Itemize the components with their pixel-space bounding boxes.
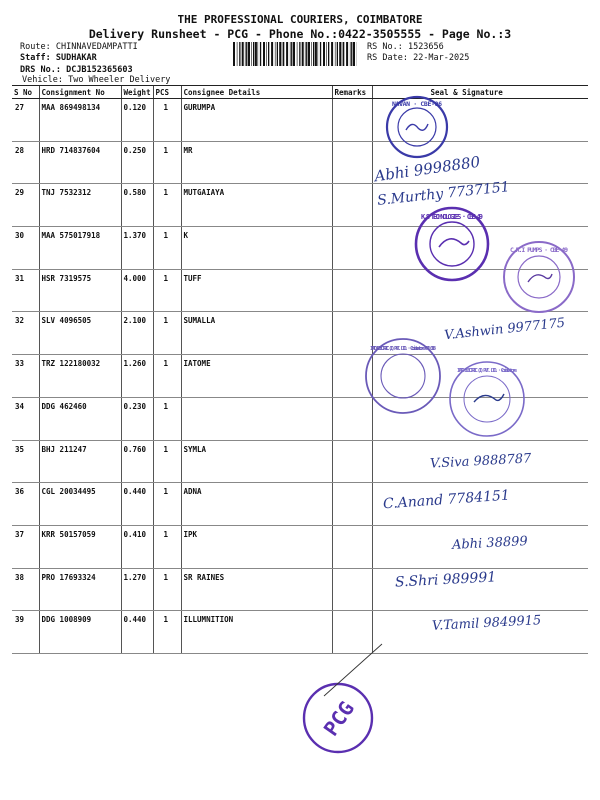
stamp-iato-1 bbox=[363, 336, 443, 416]
barcode-bar bbox=[282, 42, 283, 66]
barcode-bar bbox=[318, 42, 319, 66]
cell-pcs: 1 bbox=[153, 355, 181, 398]
cell-weight: 1.260 bbox=[121, 355, 153, 398]
stamp-navan-text: NAVAN · CBE-06 bbox=[392, 100, 442, 108]
cell-consignment: DDG 462460 bbox=[39, 397, 121, 440]
barcode-bar bbox=[331, 42, 333, 66]
stamp-cri-text: C.R.I PUMPS · CBE-49 bbox=[510, 246, 568, 254]
cell-weight: 0.580 bbox=[121, 184, 153, 227]
cell-consignee: IATOME bbox=[181, 355, 332, 398]
cell-sno: 27 bbox=[12, 99, 39, 142]
cell-consignment: TRZ 122180032 bbox=[39, 355, 121, 398]
barcode-bar bbox=[339, 42, 341, 66]
signature-row-30: S.Murthy 7737151 bbox=[376, 179, 511, 209]
stamp-pcg-text: PCG bbox=[318, 696, 360, 741]
signature-row-36: V.Siva 9888787 bbox=[429, 451, 532, 472]
barcode-bar bbox=[279, 42, 281, 66]
vehicle-value: Two Wheeler Delivery bbox=[68, 75, 171, 85]
barcode-bar bbox=[337, 42, 338, 66]
cell-sno: 34 bbox=[12, 397, 39, 440]
stamp-cri-pumps bbox=[500, 238, 578, 316]
barcode-bar bbox=[350, 42, 351, 66]
cell-remarks bbox=[332, 440, 372, 483]
cell-sno: 28 bbox=[12, 141, 39, 184]
signature-row-38: Abhi 38899 bbox=[451, 534, 529, 553]
cell-consignee: K bbox=[181, 227, 332, 270]
cell-pcs: 1 bbox=[153, 99, 181, 142]
cell-consignee: ADNA bbox=[181, 483, 332, 526]
rs-date-line bbox=[367, 53, 469, 63]
barcode-bar bbox=[323, 42, 325, 66]
barcode-bar bbox=[271, 42, 273, 66]
signature-row-32: V.Ashwin 9977175 bbox=[443, 315, 566, 344]
cell-sno: 32 bbox=[12, 312, 39, 355]
cell-weight: 1.270 bbox=[121, 568, 153, 611]
cell-consignment: SLV 4096505 bbox=[39, 312, 121, 355]
cell-pcs: 1 bbox=[153, 312, 181, 355]
cell-sno: 39 bbox=[12, 611, 39, 654]
cell-sno: 31 bbox=[12, 269, 39, 312]
barcode-bar bbox=[260, 42, 261, 66]
drs-label: DRS No.: bbox=[20, 65, 61, 75]
cell-consignee: SYMLA bbox=[181, 440, 332, 483]
cell-weight: 4.000 bbox=[121, 269, 153, 312]
barcode-bar bbox=[290, 42, 291, 66]
cell-weight: 0.760 bbox=[121, 440, 153, 483]
company-title: THE PROFESSIONAL COURIERS, COIMBATORE bbox=[177, 13, 423, 26]
barcode-bar bbox=[255, 42, 257, 66]
rs-date-label: RS Date: bbox=[367, 53, 408, 63]
barcode-bar bbox=[308, 42, 310, 66]
barcode-bar bbox=[315, 42, 317, 66]
col-remarks: Remarks bbox=[332, 86, 372, 99]
barcode-bar bbox=[320, 42, 321, 66]
stamp-navan bbox=[384, 94, 450, 160]
drs-value: DCJB152365603 bbox=[66, 65, 133, 75]
cell-weight: 0.250 bbox=[121, 141, 153, 184]
cell-consignee bbox=[181, 397, 332, 440]
barcode-bar bbox=[335, 42, 336, 66]
cell-weight: 2.100 bbox=[121, 312, 153, 355]
barcode-bar bbox=[353, 42, 355, 66]
rs-no-line bbox=[367, 42, 444, 52]
barcode-bar bbox=[302, 42, 304, 66]
cell-sno: 30 bbox=[12, 227, 39, 270]
rs-date-value: 22-Mar-2025 bbox=[413, 53, 470, 63]
cell-sno: 36 bbox=[12, 483, 39, 526]
cell-remarks bbox=[332, 184, 372, 227]
col-consignee: Consignee Details bbox=[181, 86, 332, 99]
cell-remarks bbox=[332, 483, 372, 526]
staff-label: Staff: bbox=[20, 53, 51, 63]
cell-consignee: SR RAINES bbox=[181, 568, 332, 611]
barcode-bar bbox=[242, 42, 244, 66]
barcode-bar bbox=[266, 42, 267, 66]
route-line bbox=[20, 42, 138, 52]
cell-consignee: SUMALLA bbox=[181, 312, 332, 355]
barcode-bar bbox=[268, 42, 269, 66]
barcode-bar bbox=[305, 42, 306, 66]
cell-consignment: TNJ 7532312 bbox=[39, 184, 121, 227]
runsheet-subtitle: Delivery Runsheet - PCG - Phone No.:0422-3505555 - Page No.:3 bbox=[88, 27, 512, 41]
barcode-bar bbox=[263, 42, 265, 66]
col-pcs: PCS bbox=[153, 86, 181, 99]
barcode bbox=[233, 42, 357, 66]
stamp-ks-text: K.S TECHNOLOGIES · CBE-49 bbox=[421, 213, 483, 221]
cell-weight: 1.370 bbox=[121, 227, 153, 270]
barcode-bar bbox=[277, 42, 278, 66]
cell-consignment: MAA 575017918 bbox=[39, 227, 121, 270]
barcode-bar bbox=[311, 42, 312, 66]
barcode-bar bbox=[342, 42, 343, 66]
staff-line bbox=[20, 53, 97, 63]
cell-consignee: ILLUMNITION bbox=[181, 611, 332, 654]
barcode-bar bbox=[286, 42, 288, 66]
cell-weight: 0.440 bbox=[121, 611, 153, 654]
stamp-iato-2-text: IATO ELECTRIC (I) PVT. LTD. · Coimbatore bbox=[457, 368, 517, 374]
cell-consignee: MR bbox=[181, 141, 332, 184]
cell-weight: 0.120 bbox=[121, 99, 153, 142]
cell-consignment: HSR 7319575 bbox=[39, 269, 121, 312]
barcode-bar bbox=[251, 42, 252, 66]
table-row bbox=[12, 99, 588, 142]
signature-row-39a: S.Shri 989991 bbox=[394, 569, 497, 591]
pcg-signature-stroke bbox=[320, 640, 390, 700]
signature-row-37: C.Anand 7784151 bbox=[382, 487, 511, 513]
cell-remarks bbox=[332, 99, 372, 142]
cell-consignee: MUTGAIAYA bbox=[181, 184, 332, 227]
barcode-bar bbox=[306, 42, 307, 66]
barcode-bar bbox=[291, 42, 292, 66]
cell-sno: 37 bbox=[12, 525, 39, 568]
barcode-bar bbox=[283, 42, 284, 66]
cell-remarks bbox=[332, 141, 372, 184]
cell-pcs: 1 bbox=[153, 440, 181, 483]
cell-consignment: DDG 1008909 bbox=[39, 611, 121, 654]
barcode-bar bbox=[313, 42, 314, 66]
barcode-bar bbox=[299, 42, 300, 66]
cell-sno: 33 bbox=[12, 355, 39, 398]
col-consignment: Consignment No bbox=[39, 86, 121, 99]
route-value: CHINNAVEDAMPATTI bbox=[55, 42, 138, 52]
table-row bbox=[12, 141, 588, 184]
col-sno: S No bbox=[12, 86, 39, 99]
cell-consignee: GURUMPA bbox=[181, 99, 332, 142]
barcode-bar bbox=[328, 42, 329, 66]
vehicle-line bbox=[22, 75, 170, 85]
cell-remarks bbox=[332, 568, 372, 611]
cell-sno: 38 bbox=[12, 568, 39, 611]
cell-pcs: 1 bbox=[153, 568, 181, 611]
route-label: Route: bbox=[20, 42, 51, 52]
rs-no-label: RS No.: bbox=[367, 42, 403, 52]
barcode-bar bbox=[351, 42, 352, 66]
cell-consignment: MAA 869498134 bbox=[39, 99, 121, 142]
cell-consignment: BHJ 211247 bbox=[39, 440, 121, 483]
barcode-bar bbox=[239, 42, 240, 66]
stamp-iato-1-text: IATO ELECTRIC (I) PVT. LTD. · Coimbatore 641 038 bbox=[369, 346, 437, 352]
cell-sno: 35 bbox=[12, 440, 39, 483]
cell-consignment: KRR 50157059 bbox=[39, 525, 121, 568]
signature-row-29: Abhi 9998880 bbox=[373, 152, 482, 186]
barcode-bar bbox=[297, 42, 298, 66]
cell-weight: 0.230 bbox=[121, 397, 153, 440]
cell-pcs: 1 bbox=[153, 269, 181, 312]
barcode-bar bbox=[293, 42, 295, 66]
staff-value: SUDHAKAR bbox=[55, 53, 97, 63]
drs-line bbox=[20, 65, 133, 75]
col-weight: Weight bbox=[121, 86, 153, 99]
barcode-bar bbox=[245, 42, 246, 66]
table-header-row bbox=[12, 86, 588, 99]
cell-pcs: 1 bbox=[153, 525, 181, 568]
barcode-bar bbox=[237, 42, 238, 66]
cell-weight: 0.410 bbox=[121, 525, 153, 568]
barcode-bar bbox=[326, 42, 327, 66]
cell-pcs: 1 bbox=[153, 397, 181, 440]
cell-consignee: IPK bbox=[181, 525, 332, 568]
cell-pcs: 1 bbox=[153, 227, 181, 270]
table-row bbox=[12, 568, 588, 611]
cell-pcs: 1 bbox=[153, 184, 181, 227]
barcode-bar bbox=[246, 42, 247, 66]
cell-consignee: TUFF bbox=[181, 269, 332, 312]
cell-remarks bbox=[332, 525, 372, 568]
barcode-bar bbox=[233, 42, 235, 66]
cell-remarks bbox=[332, 269, 372, 312]
barcode-bar bbox=[253, 42, 254, 66]
cell-consignment: PRO 17693324 bbox=[39, 568, 121, 611]
cell-pcs: 1 bbox=[153, 611, 181, 654]
barcode-bar bbox=[258, 42, 259, 66]
cell-pcs: 1 bbox=[153, 483, 181, 526]
barcode-bar bbox=[275, 42, 276, 66]
cell-pcs: 1 bbox=[153, 141, 181, 184]
signature-row-39b: V.Tamil 9849915 bbox=[431, 613, 542, 634]
vehicle-label: Vehicle: bbox=[22, 75, 63, 85]
col-seal-signature: Seal & Signature bbox=[372, 86, 588, 99]
stamp-iato-2 bbox=[446, 358, 528, 440]
barcode-bar bbox=[248, 42, 250, 66]
cell-sno: 29 bbox=[12, 184, 39, 227]
stamp-ks-technologies bbox=[413, 205, 491, 283]
cell-remarks bbox=[332, 227, 372, 270]
barcode-bar bbox=[346, 42, 348, 66]
cell-consignment: HRD 714837604 bbox=[39, 141, 121, 184]
rs-no-value: 1523656 bbox=[407, 42, 444, 52]
barcode-bar bbox=[343, 42, 344, 66]
cell-consignment: CGL 20034495 bbox=[39, 483, 121, 526]
cell-weight: 0.440 bbox=[121, 483, 153, 526]
